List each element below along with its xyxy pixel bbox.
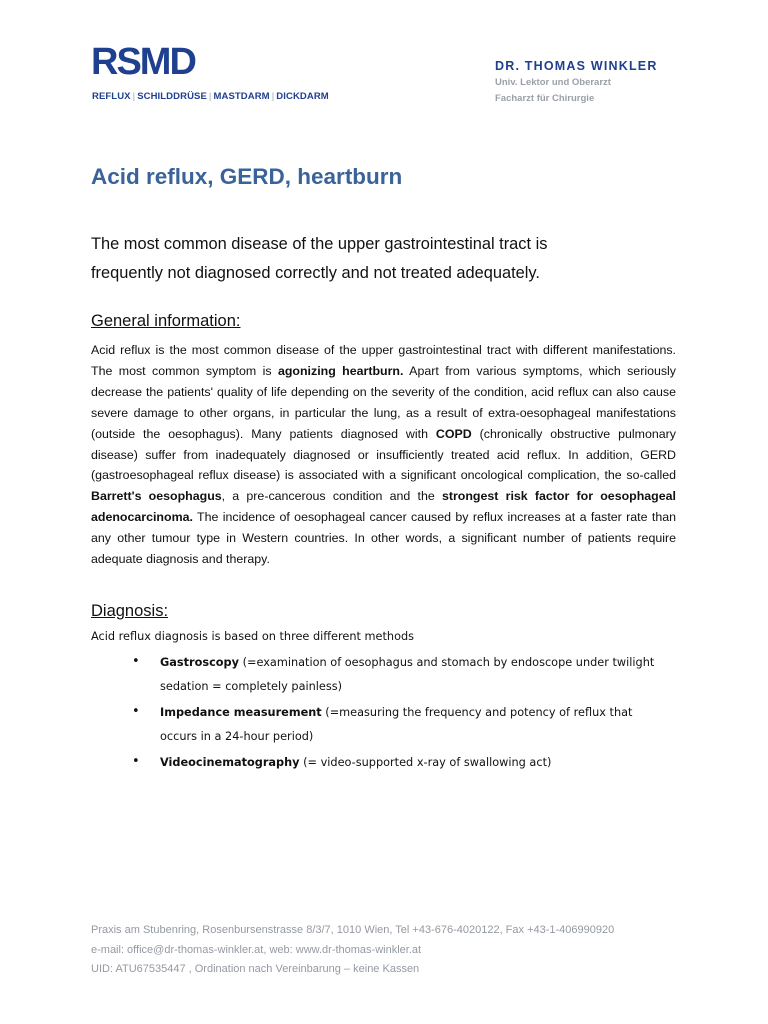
diagnosis-intro: Acid reflux diagnosis is based on three different methods	[91, 630, 415, 643]
body-text: Apart from various symptoms, which seriously decrease the patients' quality of life depending on the severity of the condition, acid reflux can also cause severe damage to other organs, in particular the lung, as a result of extra-oesophageal manifestations (outside the oesophagus). Many patients diagnosed with	[91, 363, 677, 441]
list-item	[132, 701, 672, 749]
body-text: The incidence of oesophageal cancer caused by reflux increases at a faster rate than any other tumour type in Western countries. In other words, a significant number of patients require adequate diagnosis and therapy.	[91, 510, 676, 567]
emphasis-barretts: Barrett's oesophagus	[91, 489, 222, 504]
doctor-title-line2: Facharzt für Chirurgie	[495, 93, 595, 104]
footer-uid: UID: ATU67535447 , Ordination nach Vereinbarung – keine Kassen	[91, 963, 420, 975]
emphasis-heartburn: agonizing heartburn.	[277, 363, 404, 378]
lead-paragraph: The most common disease of the upper gastrointestinal tract is frequently not diagnosed correctly and not treated adequately.	[91, 235, 548, 282]
bullet-icon: •	[132, 754, 140, 769]
method-description: (=examination of oesophagus and stomach by endoscope under twilight sedation = completely painless)	[160, 656, 655, 693]
diagnosis-methods-list	[132, 651, 672, 777]
logo-text: RSMD	[91, 41, 195, 83]
page-footer	[91, 921, 614, 980]
method-name: Impedance measurement	[160, 706, 322, 719]
tagline-dickdarm: DICKDARM	[276, 91, 329, 102]
body-text: , a pre-cancerous condition and the	[221, 489, 442, 504]
method-name: Videocinematography	[160, 756, 300, 769]
general-information-heading: General information:	[91, 312, 241, 330]
method-description: (=measuring the frequency and potency of reflux that occurs in a 24-hour period)	[160, 706, 633, 743]
doctor-title-line1: Univ. Lektor und Oberarzt	[495, 77, 611, 88]
diagnosis-heading: Diagnosis:	[91, 602, 169, 620]
list-item	[132, 651, 672, 699]
body-text: (chronically obstructive pulmonary disease) suffer from inadequately diagnosed or insufficiently treated acid reflux. In addition, GERD (gastroesophageal reflux disease) is associated with a significant oncological complication, the so-called	[91, 426, 676, 483]
tagline-schilddruese: SCHILDDRÜSE	[137, 91, 207, 102]
emphasis-risk-factor: strongest risk factor for oesophageal adenocarcinoma.	[91, 489, 676, 525]
tagline-reflux: REFLUX	[92, 91, 131, 102]
footer-address: Praxis am Stubenring, Rosenbursenstrasse 8/3/7, 1010 Wien, Tel +43-676-4020122, Fax +43-1-406990920	[91, 924, 615, 936]
bullet-icon: •	[132, 654, 140, 669]
method-name: Gastroscopy	[160, 656, 239, 669]
tagline-mastdarm: MASTDARM	[213, 91, 270, 102]
bullet-icon: •	[132, 704, 140, 719]
rsmd-logo	[91, 41, 195, 83]
emphasis-copd: COPD	[435, 426, 472, 441]
body-text: Acid reflux is the most common disease of the upper gastrointestinal tract with different manifestations. The most common symptom is	[91, 343, 676, 378]
doctor-block	[495, 59, 658, 105]
method-description: (= video-supported x-ray of swallowing act)	[299, 756, 552, 769]
list-item	[132, 751, 672, 775]
page-title: Acid reflux, GERD, heartburn	[91, 164, 403, 189]
general-information-body	[91, 340, 676, 570]
footer-contact: e-mail: office@dr-thomas-winkler.at, web: www.dr-thomas-winkler.at	[91, 943, 422, 956]
doctor-name: DR. THOMAS WINKLER	[495, 59, 658, 73]
specialty-tagline: REFLUX | SCHILDDRÜSE | MASTDARM | DICKDARM	[92, 91, 329, 102]
